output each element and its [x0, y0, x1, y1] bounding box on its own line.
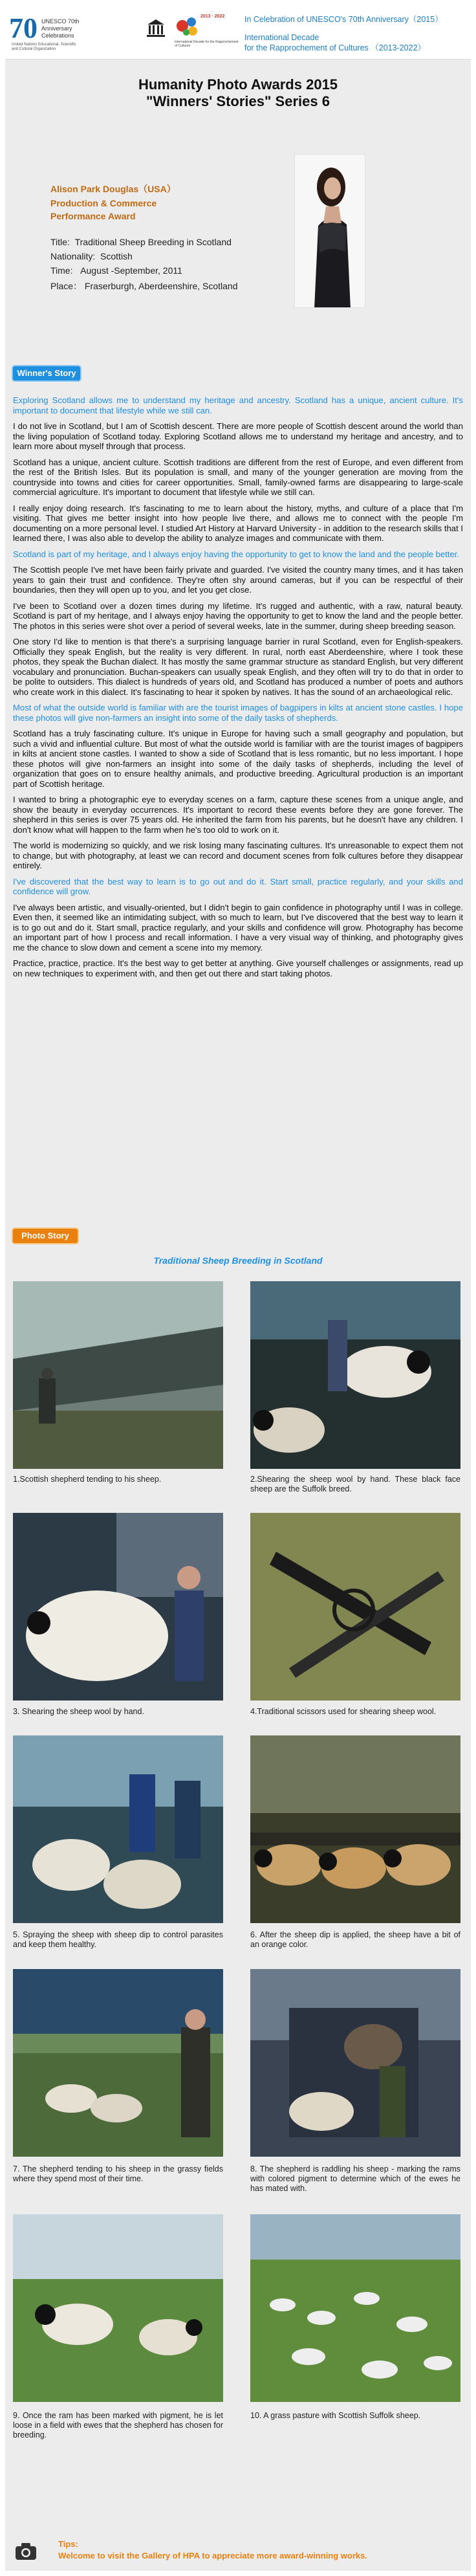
photo-6: [250, 1735, 460, 1923]
info-value: Traditional Sheep Breeding in Scotland: [74, 237, 232, 247]
story-paragraph: I've always been artistic, and visually-oriented, but I didn't begin to gain confidence in photography until I was in college. Even then, it seemed like an intimidating subject, with so much to learn, but I've discovered that the best way to learn it is to go out and do it. Start small, practice regularly, and your skills and confidence will grow. Photography has become an important part of how I process and recall information. I have a very visual way of thinking, and photography gives me the chance to slow down and cement a scene into my memory.: [13, 902, 463, 952]
story-paragraph: Scotland has a unique, ancient culture. Scottish traditions are different from the rest of Europe, and even different from the rest of the British Isles. But its population is small, and many of the younger generation are moving from the countryside into towns and cities for career opportunities. Small, family-owned farms are disappearing to large-scale commercial agriculture. It's important to document that lifestyle while we still can.: [13, 457, 463, 497]
tips-bar: [13, 2538, 466, 2568]
photo-story-tag: Photo Story: [13, 1229, 78, 1243]
winners-story-tag: Winner's Story: [13, 366, 80, 380]
photo-caption: 3. Shearing the sheep wool by hand.: [13, 1707, 144, 1716]
photo-caption: 2.Shearing the sheep wool by hand. These black face sheep are the Suffolk breed.: [250, 1475, 460, 1493]
photo-caption: 10. A grass pasture with Scottish Suffolk sheep.: [250, 2411, 421, 2420]
camera-icon: [14, 2542, 38, 2561]
decade-subtitle: International Decade for the Rapprochement of Cultures: [175, 40, 239, 48]
logo-subtitle: United Nations Educational, Scientific and Cultural Organization: [12, 43, 76, 51]
photo-5: [13, 1735, 223, 1923]
photo-9: [13, 2214, 223, 2402]
story-paragraph: I do not live in Scotland, but I am of Scottish descent. There are more people of Scottish descent around the world than the living population of Scotland today. Exploring Scotland allows me to understand my heritage and ancestry, and to learn more about myself through that process.: [13, 421, 463, 451]
logo-line-3: Celebrations: [41, 32, 74, 39]
photo-story-title: Traditional Sheep Breeding in Scotland: [153, 1255, 323, 1266]
photo-2: [250, 1281, 460, 1469]
photo-caption: 1.Scottish shepherd tending to his sheep.: [13, 1475, 162, 1484]
logo-text: [41, 18, 80, 39]
page-title: [5, 76, 471, 110]
info-title-row: [50, 237, 283, 247]
decade-logo: [175, 14, 239, 50]
photo-caption: 6. After the sheep dip is applied, the sheep have a bit of an orange color.: [250, 1930, 460, 1949]
story-highlight: I've discovered that the best way to learn is to go out and do it. Start small, practice regularly, and your skills and confidence will grow.: [13, 876, 463, 896]
photo-7: [13, 1969, 223, 2157]
photo-caption: 9. Once the ram has been marked with pigment, he is let loose in a field with ewes that the shepherd has chosen for breeding.: [13, 2411, 223, 2439]
winner-category: Production & Commerce: [50, 198, 157, 208]
info-time-row: [50, 265, 283, 276]
photo-8: [250, 1969, 460, 2157]
info-label: Time:: [50, 265, 73, 276]
story-paragraph: Practice, practice, practice. It's the best way to get better at anything. Give yourself challenges or assignments, read up on new techniques to experiment with, and then get out there and start taking photos.: [13, 958, 463, 978]
title-line-2: "Winners' Stories" Series 6: [146, 93, 330, 109]
photo-3: [13, 1513, 223, 1701]
info-nationality-row: [50, 251, 283, 261]
unesco-temple-icon: [146, 18, 166, 39]
story-paragraph: I really enjoy doing research. It's fascinating to me to learn about the history, myths, and culture of a place that I'm visiting. That gives me better insight into how people live there, and allows me to connect with the people I'm documenting on a more personal level. I studied Art History at Harvard University - in addition to the research skills that I learned there, I was also able to develop the ability to analyze images and communicate with them.: [13, 503, 463, 543]
header-line-2b: for the Rapprochement of Cultures （2013-2022）: [244, 43, 426, 52]
story-paragraph: The world is modernizing so quickly, and we risk losing many fascinating cultures. It's unreasonable to expect them not to change, but with photography, at least we can record and document scenes from folk cultures before they disappear entirely.: [13, 841, 463, 870]
unesco-70th-logo: [9, 12, 148, 53]
info-value: August -September, 2011: [80, 265, 182, 276]
winner-award: Performance Award: [50, 211, 136, 221]
story-paragraph: Scotland has a truly fascinating culture. It's unique in Europe for having such a small geography and population, but such a vivid and influential culture. But most of what the outside world is familiar with are the tourist images of bagpipers in kilts at ancient stone castles. I wanted to show a side of Scotland that is less romantic, but no less important. I hope these photos will give non-farmers an insight into some of the daily tasks of shepherds, including the level of organization that goes on to ensure healthy animals, and productive breeding. Agricultural production is an important part of Scottish heritage.: [13, 729, 463, 789]
story-paragraph: One story I'd like to mention is that there's a surprising language barrier in rural Scotland, even for English-speakers. Officially they speak English, but the reality is very different. In rural, north east Aberdeenshire, where I took these photos, they speak the Buchan dialect. It has mostly the same grammar structure as standard English, but very different vocabulary and pronunciation. Buchan-speakers can usually speak English, and they often will try to do that in order to be polite to outsiders. This dialect is hundreds of years old, and Scotland has produced a number of poets and authors who create work in this dialect. It's fascinating to hear it spoken by natives. It has the sound of an archaeological relic.: [13, 637, 463, 697]
photo-10: [250, 2214, 460, 2402]
header-line-1: In Celebration of UNESCO's 70th Anniversary（2015）: [244, 15, 443, 24]
info-value: Fraserburgh, Aberdeenshire, Scotland: [84, 281, 238, 291]
photo-1: [13, 1281, 223, 1469]
info-label: Nationality:: [50, 251, 96, 261]
info-value: Scottish: [100, 251, 133, 261]
photo-caption: 5. Spraying the sheep with sheep dip to control parasites and keep them healthy.: [13, 1930, 223, 1949]
tips-label: Tips:: [58, 2539, 78, 2549]
logo-number: 70: [9, 12, 38, 44]
story-highlight: Most of what the outside world is familiar with are the tourist images of bagpipers in kilts at ancient stone castles. I hope these photos will give non-farmers an insight into some of the daily tasks of shepherds.: [13, 703, 463, 723]
info-label: Place：: [50, 281, 83, 291]
photo-caption: 4.Traditional scissors used for shearing sheep wool.: [250, 1707, 437, 1716]
header-bar: [5, 5, 471, 60]
story-paragraph: I wanted to bring a photographic eye to everyday scenes on a farm, capture these scenes from a unique angle, and show the beauty in everyday occurrences. It's important to record these events before they are gone forever. The shepherd in this series is over 75 years old. He inherited the farm from his parents, but he doesn't have any children. I don't know what will happen to the farm when he's too old to work on it.: [13, 795, 463, 835]
photo-caption: 8. The shepherd is raddling his sheep - marking the rams with colored pigment to determine which of the ewes he has mated with.: [250, 2164, 460, 2193]
info-place-row: [50, 280, 283, 292]
info-label: Title:: [50, 237, 70, 247]
header-celebration-text: [244, 14, 468, 53]
photographer-portrait: [294, 154, 365, 308]
story-highlight: Scotland is part of my heritage, and I always enjoy having the opportunity to get to know the land and the people better.: [13, 549, 460, 559]
winner-info: [50, 182, 283, 292]
header-line-2a: International Decade: [244, 33, 319, 42]
title-line-1: Humanity Photo Awards 2015: [138, 76, 338, 93]
logo-line-2: Anniversary: [41, 25, 72, 32]
photo-caption: 7. The shepherd tending to his sheep in the grassy fields where they spend most of their time.: [13, 2164, 223, 2183]
story-highlight: Exploring Scotland allows me to understand my heritage and ancestry. Scotland has a unique, ancient culture. It's important to document that lifestyle while we still can.: [13, 395, 463, 415]
photo-4: [250, 1513, 460, 1701]
decade-years: 2013 · 2022: [200, 14, 225, 19]
story-paragraph: The Scottish people I've met have been fairly private and guarded. I've visited the country many times, and it has taken years to gain their trust and confidence. They're often shy around cameras, but if you can be respectful of their boundaries, then they will open up to you, and let you get close.: [13, 565, 463, 595]
logo-line-1: UNESCO 70th: [41, 18, 80, 25]
story-paragraph: I've been to Scotland over a dozen times during my lifetime. It's rugged and authentic, with a raw, natural beauty. Scotland is part of my heritage, and I always enjoy having the opportunity to get to know the land and the people better. The photos in this series were shot over a period of several weeks, late in the summer, during sheep breeding season.: [13, 600, 463, 631]
story-text: [13, 395, 463, 984]
winner-name: Alison Park Douglas（USA）: [50, 184, 176, 194]
tips-text[interactable]: Welcome to visit the Gallery of HPA to appreciate more award-winning works.: [58, 2551, 367, 2560]
